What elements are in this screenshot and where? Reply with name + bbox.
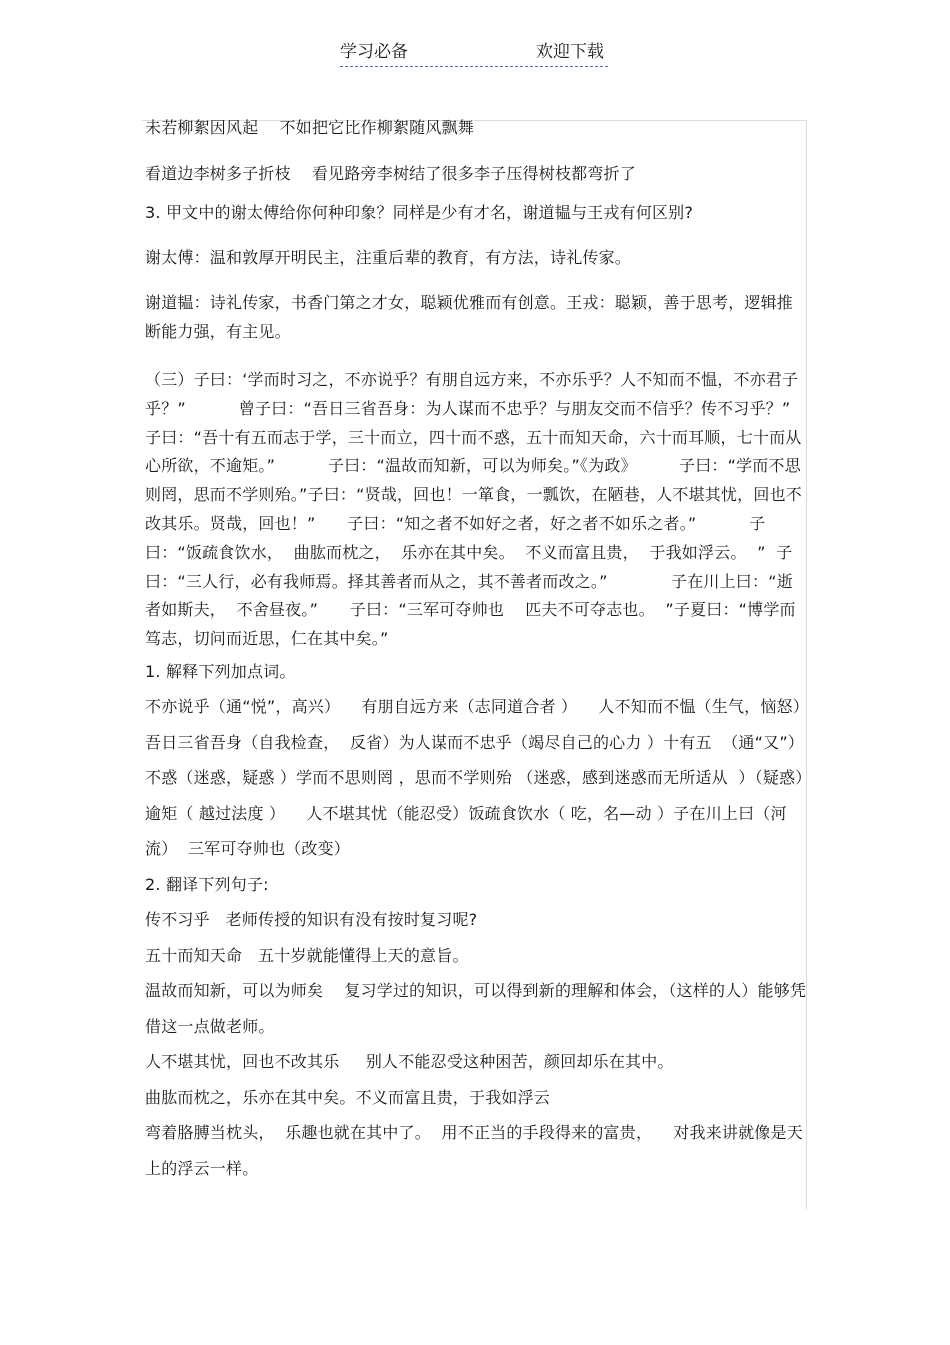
translation-3: 温故而知新，可以为师矣 复习学过的知识，可以得到新的理解和体会，（这样的人）能够凭借这一点做老师。 xyxy=(145,981,807,1036)
answer-xie-daoyun: 谢道韫：诗礼传家，书香门第之才女，聪颖优雅而有创意。王戎：聪颖，善于思考，逻辑推断能力强，有主见。 xyxy=(145,293,794,341)
translation-6: 弯着胳膊当枕头， 乐趣也就在其中了。 用不正当的手段得来的富贵， 对我来讲就像是天上的浮云一样。 xyxy=(145,1123,803,1178)
page-header xyxy=(340,40,608,67)
question-2: 2. 翻译下列句子: xyxy=(145,874,269,894)
translation-5: 曲肱而枕之，乐亦在其中矣。不义而富且贵，于我如浮云 xyxy=(145,1087,551,1107)
question-section xyxy=(145,159,807,346)
header-left-text: 学习必备 xyxy=(340,42,408,62)
question-1: 1. 解释下列加点词。 xyxy=(145,661,296,681)
analects-quotes: （三）子曰：‘学而时习之，不亦说乎？有朋自远方来，不亦乐乎？人不知而不愠，不亦君子乎？” 曾子曰：“吾日三省吾身：为人谋而不忠乎？与朋友交而不信乎？传不习乎？” 子曰：“吾十有五而志于学，三十而立，四十而不惑，五十而知天命，六十而耳顺，七十而从心所欲，不逾矩。” 子曰：“温故而知新，可以为师矣。”《为政》 子曰：“学而不思则罔，思而不学则殆。”子曰：“贤哉，回也！一箪食，一瓢饮，在陋巷，人不堪其忧，回也不改其乐。贤哉，回也！” 子曰：“知之者不如好之者，好之者不如乐之者。” 子曰：“饭疏食饮水， 曲肱而枕之， 乐亦在其中矣。 不义而富且贵， 于我如浮云。 ” 子曰：“三人行，必有我师焉。择其善者而从之，其不善者而改之。” 子在川上曰：“逝者如斯夫， 不舍昼夜。” 子曰：“三军可夺帅也 匹夫不可夺志也。 ”子夏曰：“博学而笃志，切问而近思，仁在其中矣。” xyxy=(145,370,844,649)
line-willow-catkin: 未若柳絮因风起 不如把它比作柳絮随风飘舞 xyxy=(145,118,474,137)
translation-4: 人不堪其忧，回也不改其乐 别人不能忍受这种困苦，颜回却乐在其中。 xyxy=(145,1052,674,1072)
translation-section xyxy=(145,867,807,1187)
answer-xie-taifu: 谢太傅：温和敦厚开明民主，注重后辈的教育，有方法，诗礼传家。 xyxy=(145,248,632,267)
translation-1: 传不习乎 老师传授的知识有没有按时复习呢? xyxy=(145,910,478,930)
explanation-text: 不亦说乎（通“悦”，高兴） 有朋自远方来（志同道合者 ） 人不知而不愠（生气，恼怒）吾日三省吾身（自我检查， 反省）为人谋而不忠乎（竭尽自己的心力 ）十有五 （通“又”）不惑（迷惑，疑惑 ）学而不思则罔 ，思而不学则殆 （迷惑，感到迷惑而无所适从 ）（疑惑）逾矩（ 越过法度 ） 人不堪其忧（能忍受）饭疏食饮水（ 吃，名—动 ）子在川上曰（河流） 三军可夺帅也（改变） xyxy=(145,697,805,859)
question-3: 3. 甲文中的谢太傅给你何种印象？同样是少有才名，谢道韫与王戎有何区别? xyxy=(145,203,694,222)
header-right-text: 欢迎下载 xyxy=(536,42,604,62)
document-body xyxy=(145,117,844,1186)
line-plum-tree: 看道边李树多子折枝 看见路旁李树结了很多李子压得树枝都弯折了 xyxy=(145,164,636,183)
explanation-section xyxy=(145,654,807,867)
translation-2: 五十而知天命 五十岁就能懂得上天的意旨。 xyxy=(145,945,469,965)
